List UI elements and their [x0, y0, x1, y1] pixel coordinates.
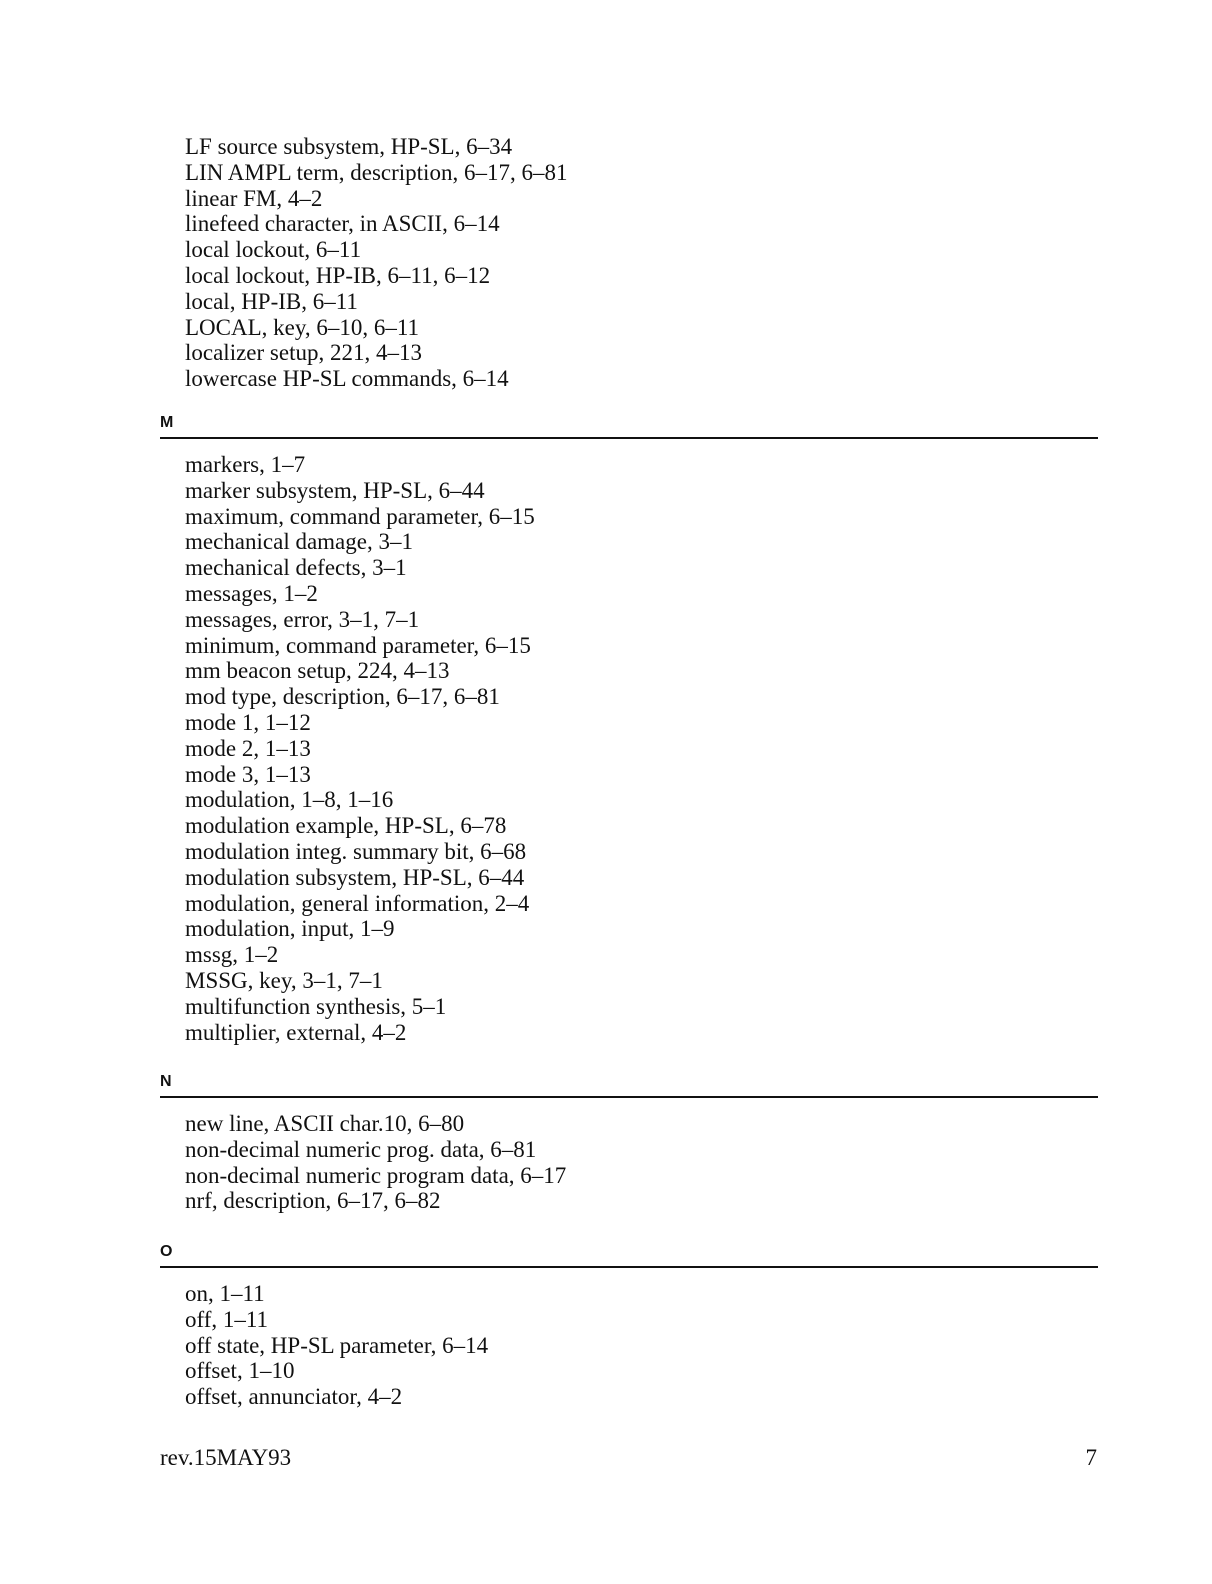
- index-entry: off state, HP-SL parameter, 6–14: [185, 1332, 489, 1358]
- index-entry: offset, annunciator, 4–2: [185, 1384, 403, 1410]
- index-entry: local lockout, HP-IB, 6–11, 6–12: [185, 262, 491, 288]
- revision-label: rev.15MAY93: [160, 1445, 292, 1470]
- index-entry: non-decimal numeric prog. data, 6–81: [185, 1136, 537, 1162]
- index-entry: mechanical defects, 3–1: [185, 555, 407, 581]
- index-entry: modulation, input, 1–9: [185, 916, 395, 942]
- index-entry: multifunction synthesis, 5–1: [185, 993, 447, 1019]
- index-entry: messages, error, 3–1, 7–1: [185, 606, 420, 632]
- section-letter: N: [160, 1073, 172, 1090]
- index-entry: local, HP-IB, 6–11: [185, 288, 358, 314]
- index-group-n: [185, 1111, 566, 1214]
- index-entry: linefeed character, in ASCII, 6–14: [185, 211, 500, 237]
- section-header-o: [160, 1242, 1098, 1268]
- index-group-l: [185, 134, 567, 392]
- index-entry: modulation, general information, 2–4: [185, 890, 530, 916]
- index-entry: mode 2, 1–13: [185, 735, 311, 761]
- index-entry: mod type, description, 6–17, 6–81: [185, 684, 500, 710]
- index-entry: nrf, description, 6–17, 6–82: [185, 1188, 441, 1214]
- page-number: 7: [1085, 1445, 1097, 1470]
- index-entry: modulation subsystem, HP-SL, 6–44: [185, 864, 525, 890]
- section-header-n: [160, 1072, 1098, 1098]
- index-entry: MSSG, key, 3–1, 7–1: [185, 967, 383, 993]
- index-group-m: [185, 452, 535, 1045]
- index-entry: mode 1, 1–12: [185, 709, 311, 735]
- index-entry: mssg, 1–2: [185, 942, 279, 968]
- index-entry: modulation, 1–8, 1–16: [185, 787, 394, 813]
- section-letter: M: [160, 414, 174, 431]
- index-entry: new line, ASCII char.10, 6–80: [185, 1111, 465, 1136]
- index-entry: minimum, command parameter, 6–15: [185, 632, 531, 658]
- index-entry: maximum, command parameter, 6–15: [185, 503, 535, 529]
- index-entry: modulation example, HP-SL, 6–78: [185, 813, 507, 839]
- index-entry: mechanical damage, 3–1: [185, 529, 413, 555]
- index-entry: markers, 1–7: [185, 452, 306, 477]
- index-entry: lowercase HP-SL commands, 6–14: [185, 366, 509, 392]
- index-entry: off, 1–11: [185, 1306, 269, 1332]
- index-entry: local lockout, 6–11: [185, 237, 362, 263]
- index-entry: mm beacon setup, 224, 4–13: [185, 658, 450, 684]
- index-entry: multiplier, external, 4–2: [185, 1019, 407, 1045]
- index-entry: modulation integ. summary bit, 6–68: [185, 838, 527, 864]
- index-entry: non-decimal numeric program data, 6–17: [185, 1162, 567, 1188]
- index-group-o: [185, 1281, 488, 1410]
- section-letter: O: [160, 1243, 173, 1260]
- section-header-m: [160, 413, 1098, 439]
- index-entry: messages, 1–2: [185, 580, 318, 606]
- index-entry: LIN AMPL term, description, 6–17, 6–81: [185, 159, 568, 185]
- index-entry: marker subsystem, HP-SL, 6–44: [185, 477, 485, 503]
- index-entry: localizer setup, 221, 4–13: [185, 340, 422, 366]
- index-entry: linear FM, 4–2: [185, 185, 323, 211]
- index-entry: LF source subsystem, HP-SL, 6–34: [185, 134, 513, 159]
- index-entry: offset, 1–10: [185, 1358, 295, 1384]
- index-entry: mode 3, 1–13: [185, 761, 311, 787]
- index-entry: LOCAL, key, 6–10, 6–11: [185, 314, 420, 340]
- index-entry: on, 1–11: [185, 1281, 265, 1306]
